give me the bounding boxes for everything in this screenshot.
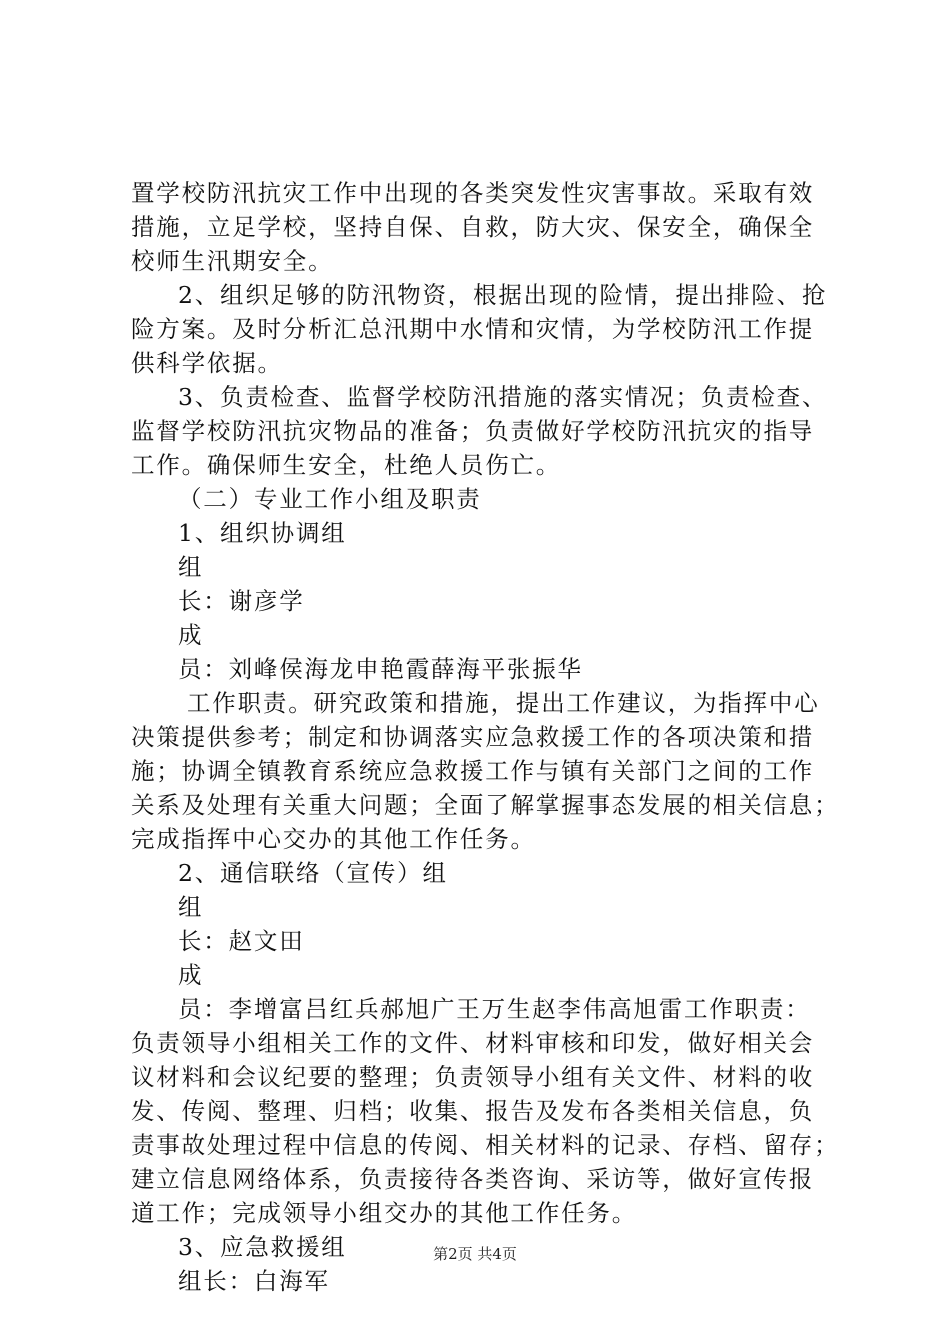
text-line: 建立信息网络体系，负责接待各类咨询、采访等，做好宣传报 — [131, 1165, 815, 1193]
text-line: 责事故处理过程中信息的传阅、相关材料的记录、存档、留存； — [131, 1131, 840, 1159]
text-line: （二）专业工作小组及职责 — [178, 485, 482, 513]
text-line: 完成指挥中心交办的其他工作任务。 — [131, 825, 536, 853]
text-line: 供科学依据。 — [131, 349, 283, 377]
text-line: 2、组织足够的防汛物资，根据出现的险情，提出排险、抢 — [178, 281, 828, 309]
text-line: 组 — [178, 893, 204, 921]
text-line: 组 — [178, 553, 204, 581]
text-line: 工作职责。研究政策和措施，提出工作建议，为指挥中心 — [187, 689, 820, 717]
text-line: 长：谢彦学 — [178, 587, 305, 615]
text-line: 负责领导小组相关工作的文件、材料审核和印发，做好相关会 — [131, 1029, 815, 1057]
text-line: 道工作；完成领导小组交办的其他工作任务。 — [131, 1199, 637, 1227]
text-line: 发、传阅、整理、归档；收集、报告及发布各类相关信息，负 — [131, 1097, 815, 1125]
text-line: 成 — [178, 961, 204, 989]
text-line: 议材料和会议纪要的整理；负责领导小组有关文件、材料的收 — [131, 1063, 815, 1091]
text-line: 成 — [178, 621, 204, 649]
text-line: 监督学校防汛抗灾物品的准备；负责做好学校防汛抗灾的指导 — [131, 417, 815, 445]
document-body — [131, 176, 840, 1298]
text-line: 3、负责检查、监督学校防汛措施的落实情况；负责检查、 — [178, 383, 828, 411]
text-line: 措施，立足学校，坚持自保、自救，防大灾、保安全，确保全 — [131, 213, 815, 241]
text-line: 工作。确保师生安全，杜绝人员伤亡。 — [131, 451, 562, 479]
text-line: 关系及处理有关重大问题；全面了解掌握事态发展的相关信息； — [131, 791, 840, 819]
text-line: 施；协调全镇教育系统应急救援工作与镇有关部门之间的工作 — [131, 757, 815, 785]
text-line: 员：李增富吕红兵郝旭广王万生赵李伟高旭雷工作职责： — [178, 995, 811, 1023]
text-line: 险方案。及时分析汇总汛期中水情和灾情，为学校防汛工作提 — [131, 315, 815, 343]
text-line: 决策提供参考；制定和协调落实应急救援工作的各项决策和措 — [131, 723, 815, 751]
text-line: 3、应急救援组 — [178, 1233, 347, 1261]
text-line: 员：刘峰侯海龙申艳霞薛海平张振华 — [178, 655, 583, 683]
text-line: 长：赵文田 — [178, 927, 305, 955]
text-line: 校师生汛期安全。 — [131, 247, 334, 275]
text-line: 2、通信联络（宣传）组 — [178, 859, 448, 887]
text-line: 1、组织协调组 — [178, 519, 347, 547]
text-line: 组长：白海军 — [178, 1267, 330, 1295]
page-footer: 第2页 共4页 — [433, 1245, 517, 1263]
text-line: 置学校防汛抗灾工作中出现的各类突发性灾害事故。采取有效 — [131, 179, 815, 207]
